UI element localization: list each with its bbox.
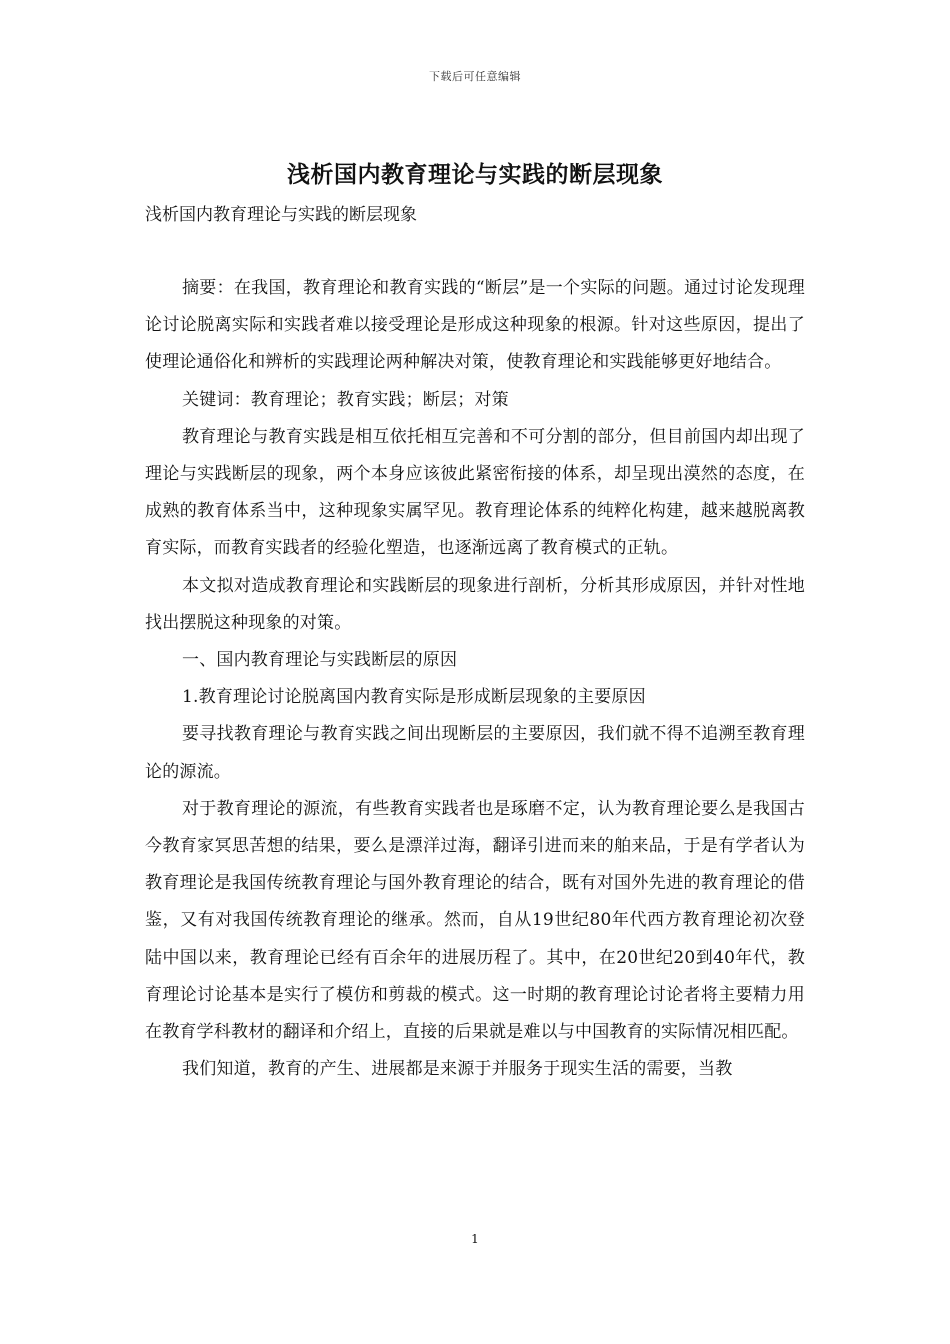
- document-body: [145, 270, 805, 1088]
- section-heading: 一、国内教育理论与实践断层的原因: [182, 650, 458, 671]
- body-paragraph: 教育理论与教育实践是相互依托相互完善和不可分割的部分，但目前国内却出现了理论与实践断层的现象，两个本身应该彼此紧密衔接的体系，却呈现出漠然的态度，在成熟的教育体系当中，这种现象实属罕见。教育理论体系的纯粹化构建，越来越脱离教育实际，而教育实践者的经验化塑造，也逐渐远离了教育模式的正轨。: [145, 426, 805, 559]
- body-paragraph: 要寻找教育理论与教育实践之间出现断层的主要原因，我们就不得不追溯至教育理论的源流。: [145, 724, 805, 782]
- page-header-note: 下载后可任意编辑: [429, 70, 521, 83]
- abstract-paragraph: 摘要：在我国，教育理论和教育实践的“断层”是一个实际的问题。通过讨论发现理论讨论脱离实际和实践者难以接受理论是形成这种现象的根源。针对这些原因，提出了使理论通俗化和辨析的实践理论两种解决对策，使教育理论和实践能够更好地结合。: [145, 278, 805, 373]
- document-title: 浅析国内教育理论与实践的断层现象: [287, 162, 663, 188]
- body-paragraph: 我们知道，教育的产生、进展都是来源于并服务于现实生活的需要，当教: [182, 1059, 733, 1080]
- keywords-paragraph: 关键词：教育理论；教育实践；断层；对策: [182, 389, 509, 410]
- body-paragraph: 本文拟对造成教育理论和实践断层的现象进行剖析，分析其形成原因，并针对性地找出摆脱这种现象的对策。: [145, 575, 805, 633]
- page-number: 1: [471, 1232, 479, 1246]
- document-subtitle: 浅析国内教育理论与实践的断层现象: [145, 205, 417, 225]
- body-paragraph: 对于教育理论的源流，有些教育实践者也是琢磨不定，认为教育理论要么是我国古今教育家冥思苦想的结果，要么是漂洋过海，翻译引进而来的舶来品，于是有学者认为教育理论是我国传统教育理论与国外教育理论的结合，既有对国外先进的教育理论的借鉴，又有对我国传统教育理论的继承。然而，自从19世纪80年代西方教育理论初次登陆中国以来，教育理论已经有百余年的进展历程了。其中，在20世纪20到40年代，教育理论讨论基本是实行了模仿和剪裁的模式。这一时期的教育理论讨论者将主要精力用在教育学科教材的翻译和介绍上，直接的后果就是难以与中国教育的实际情况相匹配。: [145, 798, 805, 1043]
- subsection-heading: 1.教育理论讨论脱离国内教育实际是形成断层现象的主要原因: [182, 687, 646, 708]
